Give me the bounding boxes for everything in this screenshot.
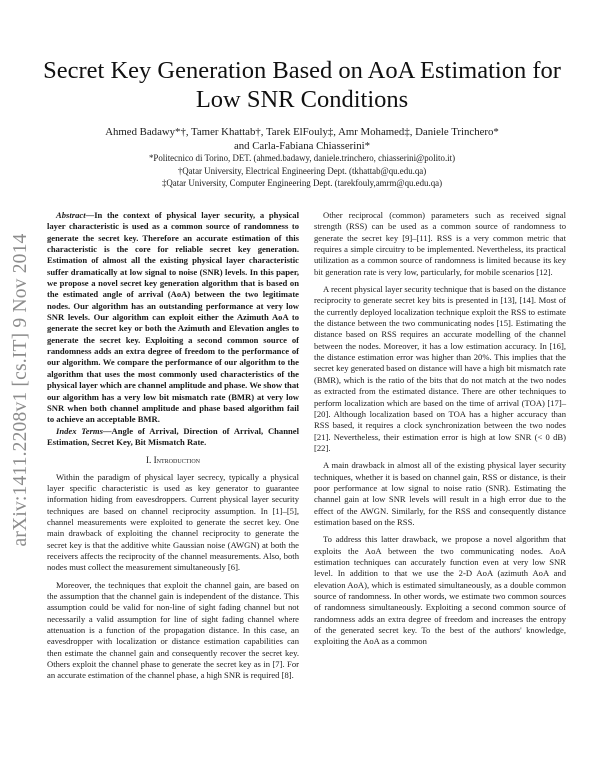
body-paragraph: A main drawback in almost all of the existing physical layer security techniques, whether it is based on channel gain, RSS or distance, is their poor performance at low signal to noise ratio (SNR). Estimating the channel gain at low SNR levels will result in a high error due to the effect of the AWGN. Similarly, for the RSS and consequently distance estimation based on the RSS. xyxy=(314,460,566,527)
arxiv-sidebar xyxy=(6,180,36,600)
body-paragraph: To address this latter drawback, we propose a novel algorithm that exploits the AoA between the two communicating nodes. AoA estimation techniques can accurately function even at very low SNR level. In addition to that we use the 2-D AoA (azimuth AoA and elevation AoA), which is estimated simultaneously, as a double common source of randomness. In other words, we estimate two common sources of randomness simultaneously. Exploiting a second common source of randomness adds an extra degree of freedom and increases the entropy of the generated secret key. To the best of the authors' knowledge, exploiting the AoA as a common xyxy=(314,534,566,647)
arxiv-identifier: arXiv:1411.2208v1 [cs.IT] 9 Nov 2014 xyxy=(10,233,31,547)
body-paragraph: Moreover, the techniques that exploit the channel gain, are based on the assumption that the channel gain is independent of the distance. This assumption could be valid for non-line of sight fading channel but not necessarily a valid assumption for line of sight fading channel where attenuation is a function of the propagation distance. In this case, an eavesdropper with localization or distance estimation capabilities can then estimate the channel gain and consequently recover the secret key. Others exploit the channel phase to generate the secret key as in [7]. For an accurate estimation of the channel phase, a high SNR is required [8]. xyxy=(47,579,299,681)
affiliation-line: †Qatar University, Electrical Engineering Dept. (tkhattab@qu.edu.qa) xyxy=(177,165,427,176)
left-column xyxy=(47,210,299,682)
body-paragraph: Within the paradigm of physical layer secrecy, typically a physical layer specific characteristic is used as key generator to guarantee information hiding from eavesdroppers. Current physical layer security techniques are based on channel reciprocity assumption. In [1]–[5], channel measurements were exploited to generate the secret key. One main drawback of exploiting the channel reciprocity to generate the secret key is that the additive white Gaussian noise (AWGN) at both the receivers affects the reciprocity of the channel measurements. Also, both nodes must collect the measurement simultaneously [6]. xyxy=(47,471,299,573)
author-list xyxy=(40,126,564,153)
section-heading: I. Introduction xyxy=(145,455,201,466)
body-paragraph: Other reciprocal (common) parameters such as received signal strength (RSS) can be used as a common source of randomness to generate the secret key [9]–[11]. RSS is a very common metric that requires a simple circuitry to be implemented. Nevertheless, its practical utilization as a common source of randomness is limited because its key bit generation rate is very low, particularly, for mobile scenarios [12]. xyxy=(314,210,566,277)
author-line: and Carla-Fabiana Chiasserini* xyxy=(233,139,371,152)
paper-title: Secret Key Generation Based on AoA Estimation for Low SNR Conditions xyxy=(43,57,561,113)
author-line: Ahmed Badawy*†, Tamer Khattab†, Tarek ElFouly‡, Amr Mohamed‡, Daniele Trinchero* xyxy=(105,126,499,138)
abstract-label: Abstract— xyxy=(56,210,95,220)
right-column xyxy=(314,210,566,648)
affiliation-list xyxy=(40,152,564,190)
body-paragraph: A recent physical layer security technique that is based on the distance reciprocity to generate secret key bits is presented in [13], [14]. Most of the currently deployed localization technique exploit the RSS to estimate the distance between the two communicating nodes [15]. Estimating the distance based on RSS requires an accurate modelling of the channel between the nodes. Moreover, it has a low estimation accuracy. In [16], the distance estimation error was higher than 20%. This implies that the secret key generated based on distance will have a high bit mismatch rate (BMR), which is the ratio of the bits that do not match at the two nodes as extracted from the estimated distance. There are other techniques to perform localization which are based on the time of arrival (TOA) [17]–[20]. Although localization based on TOA has a higher accuracy than RSS based, it requires a clock synchronization between the two nodes [21]. Nevertheless, their estimation error is high at low SNR (< 0 dB) [22]. xyxy=(314,284,566,453)
affiliation-line: ‡Qatar University, Computer Engineering Dept. (tarekfouly,amrm@qu.edu.qa) xyxy=(161,178,443,188)
index-terms-text: Angle of Arrival, Direction of Arrival, Channel Estimation, Secret Key, Bit Mismatch Rate. xyxy=(47,425,299,447)
abstract xyxy=(47,210,299,448)
affiliation-line: *Politecnico di Torino, DET. (ahmed.badawy, daniele.trinchero, chiasserini@polito.it) xyxy=(148,153,456,163)
abstract-text: In the context of physical layer security, a physical layer characteristic is used as a common source of randomness to generate the secret key. Therefore an accurate estimation of this characteristic is the core for reliable secret key generation. Estimation of almost all the existing physical layer characteristic suffer dramatically at low signal to noise (SNR) levels. In this paper, we propose a novel secret key generation algorithm that is based on the estimated angle of arrival (AoA) between the two legitimate nodes. Our algorithm has an outstanding performance at very low SNR levels. Our algorithm can exploit either the Azimuth AoA to generate the secret key or both the Azimuth and Elevation angles to generate the secret key. Exploiting a second common source of randomness adds an extra degree of freedom to the performance of our algorithm. We compare the performance of our algorithm to the algorithm that uses the most commonly used characteristics of the physical layer which are channel amplitude and phase. We show that our algorithm has a very low bit mismatch rate (BMR) at very low SNR when both channel amplitude and phase based algorithm fail to achieve an acceptable BMR. xyxy=(47,210,299,425)
index-terms-label: Index Terms— xyxy=(56,425,112,436)
